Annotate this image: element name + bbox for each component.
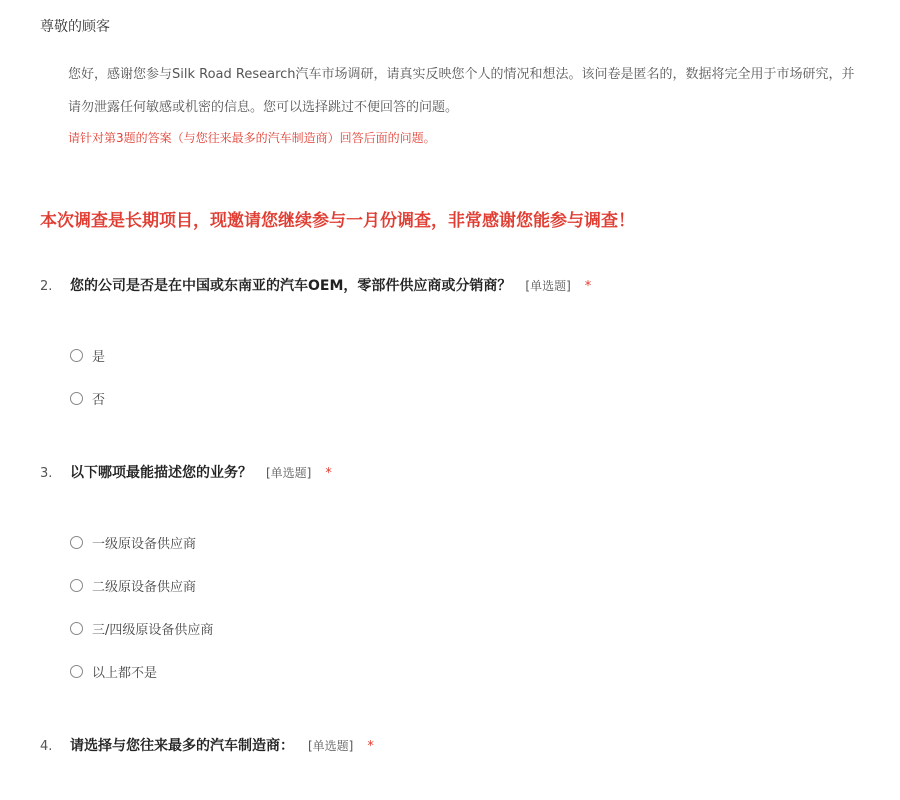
question-3	[40, 462, 332, 482]
greeting-heading: 尊敬的顾客	[40, 19, 110, 35]
instruction-note: 请针对第3题的答案（与您往来最多的汽车制造商）回答后面的问题。	[68, 131, 436, 145]
radio-button[interactable]	[70, 536, 83, 549]
option-label: 二级原设备供应商	[92, 580, 197, 595]
survey-banner: 本次调查是长期项目，现邀请您继续参与一月份调查，非常感谢您能参与调查！	[40, 211, 635, 231]
required-marker: *	[325, 466, 332, 481]
question-title: 请选择与您往来最多的汽车制造商：	[70, 738, 294, 754]
intro-line: 您好，感谢您参与Silk Road Research汽车市场调研，请真实反映您个人的情况和想法。该问卷是匿名的，数据将完全用于市场研究，并	[68, 67, 855, 82]
option-tier3-4[interactable]	[70, 619, 213, 638]
option-label: 以上都不是	[92, 666, 158, 681]
question-4	[40, 735, 374, 755]
question-number: 3.	[40, 466, 53, 481]
option-label: 一级原设备供应商	[92, 537, 197, 552]
radio-button[interactable]	[70, 579, 83, 592]
intro-line: 请勿泄露任何敏感或机密的信息。您可以选择跳过不便回答的问题。	[68, 100, 459, 115]
question-type-label: [单选题]	[525, 279, 571, 293]
question-title: 以下哪项最能描述您的业务？	[70, 465, 252, 481]
question-number: 4.	[40, 739, 53, 754]
intro-paragraph	[68, 58, 900, 124]
question-number: 2.	[40, 279, 53, 294]
option-tier1[interactable]	[70, 533, 196, 552]
required-marker: *	[584, 279, 592, 294]
radio-button[interactable]	[70, 392, 83, 405]
question-type-label: [单选题]	[266, 466, 312, 480]
option-yes[interactable]	[70, 346, 105, 365]
question-title: 您的公司是否是在中国或东南亚的汽车OEM，零部件供应商或分销商？	[70, 278, 512, 294]
question-type-label: [单选题]	[308, 739, 354, 753]
option-label: 否	[92, 393, 106, 408]
option-tier2[interactable]	[70, 576, 196, 595]
question-2	[40, 275, 591, 295]
option-label: 是	[92, 350, 106, 365]
required-marker: *	[367, 739, 374, 754]
radio-button[interactable]	[70, 349, 83, 362]
radio-button[interactable]	[70, 665, 83, 678]
option-label: 三/四级原设备供应商	[92, 623, 214, 638]
option-none[interactable]	[70, 662, 157, 681]
radio-button[interactable]	[70, 622, 83, 635]
option-no[interactable]	[70, 389, 105, 408]
